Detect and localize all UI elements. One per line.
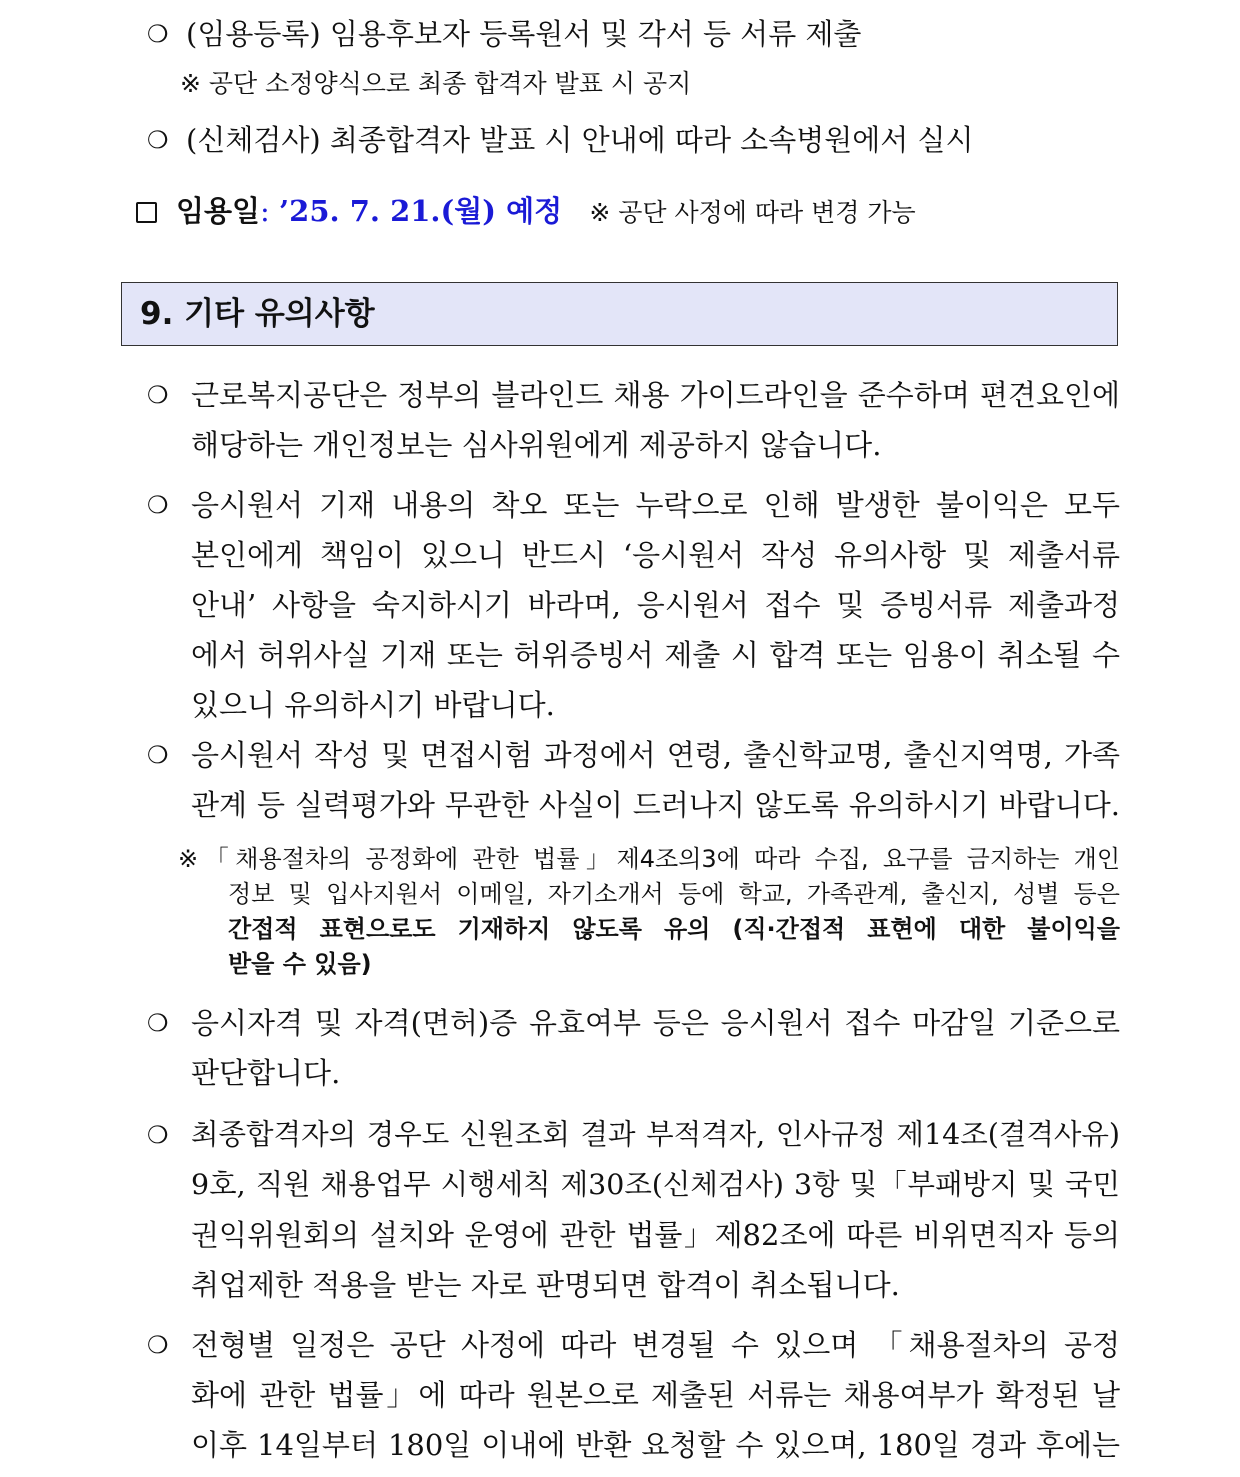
para5-line4: 취업제한 적용을 받는 자로 판명되면 합격이 취소됩니다.: [191, 1268, 900, 1302]
legal-note-line3: 간접적 표현으로도 기재하지 않도록 유의 (직·간접적 표현에 대한 불이익을: [228, 915, 1120, 943]
item-registration: (임용등록) 임용후보자 등록원서 및 각서 등 서류 제출: [186, 17, 862, 51]
legal-note-line2: 정보 및 입사지원서 이메일, 자기소개서 등에 학교, 가족관계, 출신지, 성별 등은: [228, 880, 1120, 908]
para3-line2: 관계 등 실력평가와 무관한 사실이 드러나지 않도록 유의하시기 바랍니다.: [191, 788, 1120, 822]
para5-line2: 9호, 직원 채용업무 시행세칙 제30조(신체검사) 3항 및「부패방지 및 국민: [191, 1168, 1120, 1201]
appointment-line: [176, 193, 916, 231]
para6-line1: 전형별 일정은 공단 사정에 따라 변경될 수 있으며 「채용절차의 공정: [191, 1328, 1120, 1362]
para6-line2: 화에 관한 법률」에 따라 원본으로 제출된 서류는 채용여부가 확정된 날: [191, 1378, 1120, 1412]
para3-line1: 응시원서 작성 및 면접시험 과정에서 연령, 출신학교명, 출신지역명, 가족: [191, 738, 1120, 772]
para2-line5: 있으니 유의하시기 바랍니다.: [191, 688, 555, 722]
para2-line1: 응시원서 기재 내용의 착오 또는 누락으로 인해 발생한 불이익은 모두: [191, 488, 1120, 522]
para1-line2: 해당하는 개인정보는 심사위원에게 제공하지 않습니다.: [191, 428, 882, 462]
para5-line3: 권익위원회의 설치와 운영에 관한 법률」제82조에 따른 비위면직자 등의: [191, 1218, 1120, 1252]
item-physical-exam: (신체검사) 최종합격자 발표 시 안내에 따라 소속병원에서 실시: [186, 123, 974, 157]
para2-line2: 본인에게 책임이 있으니 반드시 ‘응시원서 작성 유의사항 및 제출서류: [191, 538, 1120, 572]
para4-line1: 응시자격 및 자격(면허)증 유효여부 등은 응시원서 접수 마감일 기준으로: [191, 1006, 1120, 1040]
legal-note-line4: 받을 수 있음): [228, 950, 372, 978]
para1-line1: 근로복지공단은 정부의 블라인드 채용 가이드라인을 준수하며 편견요인에: [191, 378, 1120, 412]
bullet-icon: ❍: [147, 491, 169, 519]
section-header: [121, 282, 1118, 346]
bullet-icon: ❍: [147, 1121, 169, 1149]
appointment-colon: :: [260, 194, 270, 228]
appointment-note: ※ 공단 사정에 따라 변경 가능: [589, 198, 916, 227]
bullet-icon: ❍: [147, 1009, 169, 1037]
bullet-icon: ❍: [147, 1331, 169, 1359]
bullet-icon: ❍: [147, 20, 169, 48]
para2-line4: 에서 허위사실 기재 또는 허위증빙서 제출 시 합격 또는 임용이 취소될 수: [191, 638, 1120, 672]
appointment-date: ’25. 7. 21.(월) 예정: [279, 194, 563, 228]
bullet-icon: ❍: [147, 126, 169, 154]
item-registration-note: ※ 공단 소정양식으로 최종 합격자 발표 시 공지: [180, 69, 692, 98]
para6-line3: 이후 14일부터 180일 이내에 반환 요청할 수 있으며, 180일 경과 후에는: [191, 1428, 1120, 1462]
section-title: 9. 기타 유의사항: [140, 296, 375, 332]
para4-line2: 판단합니다.: [191, 1056, 341, 1090]
checkbox-icon: [136, 202, 157, 223]
appointment-label: 임용일: [176, 194, 261, 228]
para5-line1: 최종합격자의 경우도 신원조회 결과 부적격자, 인사규정 제14조(결격사유): [191, 1118, 1120, 1151]
bullet-icon: ❍: [147, 741, 169, 769]
bullet-icon: ❍: [147, 381, 169, 409]
legal-note-line1: ※「채용절차의 공정화에 관한 법률」제4조의3에 따라 수집, 요구를 금지하는 개인: [178, 845, 1120, 873]
para2-line3: 안내’ 사항을 숙지하시기 바라며, 응시원서 접수 및 증빙서류 제출과정: [191, 588, 1120, 622]
